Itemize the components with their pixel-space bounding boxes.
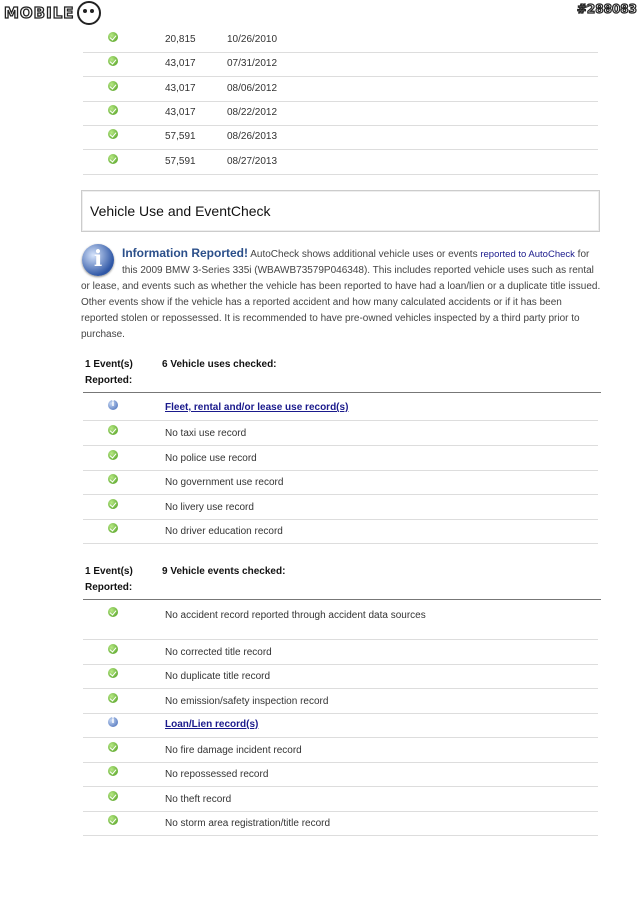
list-item [83, 664, 598, 689]
list-item [83, 811, 598, 836]
item-text: No taxi use record [165, 428, 247, 439]
item-text: No fire damage incident record [165, 745, 302, 756]
mileage: 43,017 [165, 107, 196, 118]
check-icon [108, 523, 118, 533]
item-text: No driver education record [165, 526, 283, 537]
check-icon [108, 32, 118, 42]
info-lead: AutoCheck shows additional vehicle uses or events [248, 249, 481, 260]
date: 10/26/2010 [227, 34, 278, 45]
list-item [83, 713, 598, 738]
list-item [83, 446, 598, 471]
date: 08/06/2012 [227, 83, 278, 94]
table-row [83, 52, 598, 77]
loan-lien-link[interactable]: Loan/Lien record(s) [165, 719, 259, 730]
fleet-rental-link[interactable]: Fleet, rental and/or lease use record(s) [165, 402, 349, 413]
autocheck-link[interactable]: reported to AutoCheck [480, 249, 575, 260]
list-item [83, 603, 598, 640]
mileage: 43,017 [165, 83, 196, 94]
list-item [83, 738, 598, 763]
list-item [83, 470, 598, 495]
list-item [83, 640, 598, 665]
date: 07/31/2012 [227, 58, 278, 69]
check-icon [108, 791, 118, 801]
check-icon [108, 56, 118, 66]
date: 08/26/2013 [227, 131, 278, 142]
table-row [83, 28, 598, 53]
table-row [83, 77, 598, 102]
item-text: No livery use record [165, 502, 254, 513]
item-text: No repossessed record [165, 769, 269, 780]
mileage: 43,017 [165, 58, 196, 69]
watermark-id: #288083 [576, 2, 637, 16]
check-icon [108, 766, 118, 776]
table-row [83, 101, 598, 126]
item-text: No accident record reported through accident data sources [165, 610, 426, 621]
section-header [81, 190, 600, 232]
mileage: 20,815 [165, 34, 196, 45]
check-icon [108, 129, 118, 139]
check-icon [108, 607, 118, 617]
item-text: No storm area registration/title record [165, 818, 331, 829]
item-text: No government use record [165, 477, 284, 488]
check-icon [108, 693, 118, 703]
item-text: No police use record [165, 453, 257, 464]
date: 08/22/2012 [227, 107, 278, 118]
watermark-brand: MOBILE [4, 4, 75, 22]
mileage: 57,591 [165, 131, 196, 142]
divider [83, 599, 601, 600]
check-icon [108, 644, 118, 654]
uses-events-reported: 1 Event(s) Reported: [85, 359, 133, 386]
info-icon [108, 717, 118, 727]
check-icon [108, 742, 118, 752]
divider [83, 392, 601, 393]
check-icon [108, 474, 118, 484]
info-icon [108, 400, 118, 410]
table-row [83, 125, 598, 150]
item-text: No emission/safety inspection record [165, 696, 329, 707]
item-text: No theft record [165, 794, 232, 805]
item-text: No corrected title record [165, 647, 272, 658]
check-icon [108, 499, 118, 509]
mileage: 57,591 [165, 156, 196, 167]
list-item [83, 762, 598, 787]
check-icon [108, 425, 118, 435]
uses-checked-label: 6 Vehicle uses checked: [162, 359, 277, 370]
check-icon [108, 815, 118, 825]
watermark-logo [4, 2, 101, 24]
info-paragraph [81, 245, 601, 343]
check-icon [108, 668, 118, 678]
section-title: Vehicle Use and EventCheck [90, 203, 271, 219]
item-text: No duplicate title record [165, 671, 271, 682]
list-item [83, 396, 598, 421]
check-icon [108, 81, 118, 91]
info-rest: for this 2009 BMW 3-Series 335i (WBAWB73579P046348). This includes reported vehicle uses such as rental or lease, and events such as whether the vehicle has been reported to have had a loan/lien or a duplicate title issued. Other events show if the vehicle has a reported accident and how many calculated accidents or if it has been reported stolen or repossessed. It is recommended to have pre-owned vehicles inspected by a third party prior to purchase. [81, 249, 601, 340]
date: 08/27/2013 [227, 156, 278, 167]
check-icon [108, 154, 118, 164]
table-row [83, 150, 598, 175]
events-events-reported: 1 Event(s) Reported: [85, 566, 133, 593]
check-icon [108, 450, 118, 460]
events-checked-label: 9 Vehicle events checked: [162, 566, 286, 577]
check-icon [108, 105, 118, 115]
list-item [83, 495, 598, 520]
info-heading: Information Reported! [122, 246, 248, 260]
list-item [83, 689, 598, 714]
list-item [83, 519, 598, 544]
face-icon [77, 1, 101, 25]
list-item [83, 787, 598, 812]
list-item [83, 421, 598, 446]
